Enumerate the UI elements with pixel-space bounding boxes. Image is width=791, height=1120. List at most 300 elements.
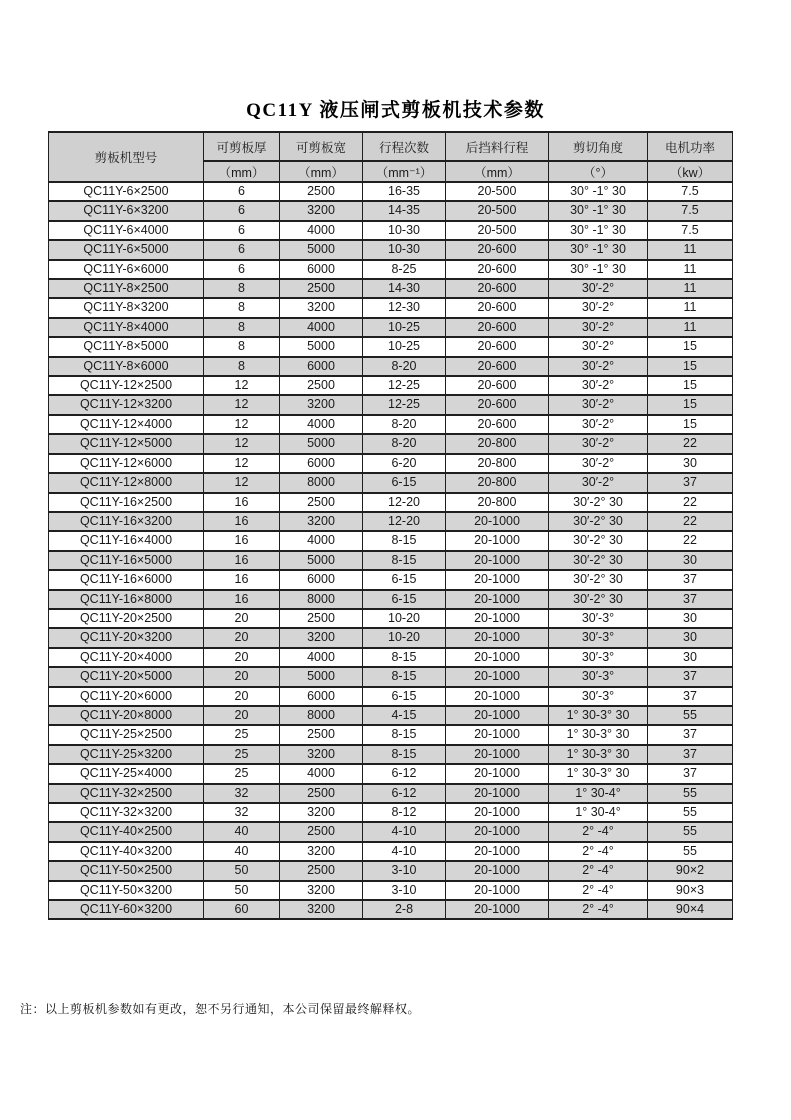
cell-model: QC11Y-16×6000 bbox=[49, 570, 204, 589]
cell-power: 15 bbox=[648, 337, 733, 356]
table-row bbox=[49, 298, 733, 317]
cell-power: 15 bbox=[648, 376, 733, 395]
cell-power: 37 bbox=[648, 725, 733, 744]
cell-backgauge: 20-1000 bbox=[446, 725, 549, 744]
cell-model: QC11Y-20×3200 bbox=[49, 628, 204, 647]
cell-thickness: 60 bbox=[204, 900, 280, 919]
cell-angle: 30′-3° bbox=[549, 648, 648, 667]
cell-model: QC11Y-25×2500 bbox=[49, 725, 204, 744]
table-row bbox=[49, 357, 733, 376]
cell-backgauge: 20-1000 bbox=[446, 900, 549, 919]
cell-power: 55 bbox=[648, 784, 733, 803]
cell-strokes: 4-10 bbox=[363, 842, 446, 861]
cell-thickness: 25 bbox=[204, 764, 280, 783]
cell-strokes: 12-30 bbox=[363, 298, 446, 317]
cell-width: 2500 bbox=[280, 784, 363, 803]
cell-strokes: 3-10 bbox=[363, 881, 446, 900]
cell-angle: 2° -4° bbox=[549, 822, 648, 841]
cell-strokes: 8-15 bbox=[363, 531, 446, 550]
cell-width: 3200 bbox=[280, 900, 363, 919]
cell-power: 55 bbox=[648, 842, 733, 861]
table-row bbox=[49, 376, 733, 395]
cell-model: QC11Y-6×4000 bbox=[49, 221, 204, 240]
cell-model: QC11Y-40×2500 bbox=[49, 822, 204, 841]
header-width-unit: （mm） bbox=[280, 161, 363, 182]
cell-model: QC11Y-8×6000 bbox=[49, 357, 204, 376]
cell-backgauge: 20-600 bbox=[446, 318, 549, 337]
cell-width: 3200 bbox=[280, 512, 363, 531]
table-row bbox=[49, 318, 733, 337]
cell-strokes: 8-12 bbox=[363, 803, 446, 822]
cell-model: QC11Y-25×3200 bbox=[49, 745, 204, 764]
cell-strokes: 10-20 bbox=[363, 609, 446, 628]
cell-width: 5000 bbox=[280, 240, 363, 259]
cell-backgauge: 20-500 bbox=[446, 221, 549, 240]
cell-angle: 30′-2° bbox=[549, 395, 648, 414]
header-power-unit: （kw） bbox=[648, 161, 733, 182]
cell-angle: 30° -1° 30 bbox=[549, 201, 648, 220]
cell-width: 8000 bbox=[280, 590, 363, 609]
table-header bbox=[49, 132, 733, 182]
cell-model: QC11Y-32×2500 bbox=[49, 784, 204, 803]
table-row bbox=[49, 609, 733, 628]
cell-model: QC11Y-16×4000 bbox=[49, 531, 204, 550]
header-angle-label: 剪切角度 bbox=[549, 132, 648, 161]
cell-angle: 30′-2° 30 bbox=[549, 531, 648, 550]
cell-thickness: 32 bbox=[204, 803, 280, 822]
cell-power: 15 bbox=[648, 395, 733, 414]
cell-strokes: 12-25 bbox=[363, 376, 446, 395]
cell-thickness: 20 bbox=[204, 628, 280, 647]
cell-thickness: 16 bbox=[204, 512, 280, 531]
cell-backgauge: 20-800 bbox=[446, 434, 549, 453]
cell-strokes: 8-20 bbox=[363, 434, 446, 453]
cell-strokes: 10-30 bbox=[363, 221, 446, 240]
cell-model: QC11Y-20×5000 bbox=[49, 667, 204, 686]
cell-backgauge: 20-1000 bbox=[446, 706, 549, 725]
cell-backgauge: 20-1000 bbox=[446, 687, 549, 706]
cell-power: 7.5 bbox=[648, 201, 733, 220]
cell-strokes: 4-10 bbox=[363, 822, 446, 841]
cell-model: QC11Y-16×5000 bbox=[49, 551, 204, 570]
cell-thickness: 20 bbox=[204, 706, 280, 725]
cell-thickness: 6 bbox=[204, 182, 280, 201]
cell-width: 2500 bbox=[280, 725, 363, 744]
cell-angle: 30′-2° 30 bbox=[549, 512, 648, 531]
cell-power: 30 bbox=[648, 609, 733, 628]
table-row bbox=[49, 434, 733, 453]
cell-width: 2500 bbox=[280, 279, 363, 298]
cell-backgauge: 20-1000 bbox=[446, 512, 549, 531]
table-row bbox=[49, 861, 733, 880]
cell-strokes: 8-15 bbox=[363, 648, 446, 667]
cell-backgauge: 20-1000 bbox=[446, 861, 549, 880]
cell-power: 90×3 bbox=[648, 881, 733, 900]
cell-strokes: 12-20 bbox=[363, 512, 446, 531]
cell-thickness: 8 bbox=[204, 279, 280, 298]
table-row bbox=[49, 667, 733, 686]
cell-thickness: 16 bbox=[204, 570, 280, 589]
cell-model: QC11Y-50×2500 bbox=[49, 861, 204, 880]
cell-width: 5000 bbox=[280, 434, 363, 453]
cell-model: QC11Y-16×8000 bbox=[49, 590, 204, 609]
cell-model: QC11Y-12×4000 bbox=[49, 415, 204, 434]
cell-power: 11 bbox=[648, 318, 733, 337]
cell-width: 5000 bbox=[280, 551, 363, 570]
table-row bbox=[49, 473, 733, 492]
cell-model: QC11Y-8×4000 bbox=[49, 318, 204, 337]
cell-angle: 2° -4° bbox=[549, 861, 648, 880]
cell-width: 6000 bbox=[280, 260, 363, 279]
cell-width: 6000 bbox=[280, 570, 363, 589]
table-row bbox=[49, 706, 733, 725]
header-width-label: 可剪板宽 bbox=[280, 132, 363, 161]
cell-width: 4000 bbox=[280, 221, 363, 240]
cell-angle: 30° -1° 30 bbox=[549, 240, 648, 259]
table-row bbox=[49, 531, 733, 550]
header-angle-unit: （°） bbox=[549, 161, 648, 182]
table-row bbox=[49, 842, 733, 861]
cell-backgauge: 20-600 bbox=[446, 415, 549, 434]
cell-width: 2500 bbox=[280, 493, 363, 512]
cell-angle: 30′-2° 30 bbox=[549, 551, 648, 570]
table-body bbox=[49, 182, 733, 919]
cell-thickness: 12 bbox=[204, 434, 280, 453]
header-thickness-label: 可剪板厚 bbox=[204, 132, 280, 161]
cell-backgauge: 20-1000 bbox=[446, 842, 549, 861]
cell-power: 37 bbox=[648, 570, 733, 589]
cell-strokes: 16-35 bbox=[363, 182, 446, 201]
cell-thickness: 25 bbox=[204, 725, 280, 744]
cell-backgauge: 20-600 bbox=[446, 240, 549, 259]
cell-model: QC11Y-20×2500 bbox=[49, 609, 204, 628]
cell-strokes: 14-30 bbox=[363, 279, 446, 298]
cell-backgauge: 20-1000 bbox=[446, 590, 549, 609]
header-strokes-unit: （mm⁻¹） bbox=[363, 161, 446, 182]
cell-width: 6000 bbox=[280, 454, 363, 473]
table-row bbox=[49, 395, 733, 414]
header-power-label: 电机功率 bbox=[648, 132, 733, 161]
cell-thickness: 8 bbox=[204, 318, 280, 337]
cell-power: 37 bbox=[648, 745, 733, 764]
cell-width: 4000 bbox=[280, 648, 363, 667]
cell-thickness: 25 bbox=[204, 745, 280, 764]
cell-width: 4000 bbox=[280, 318, 363, 337]
cell-strokes: 8-15 bbox=[363, 745, 446, 764]
cell-thickness: 12 bbox=[204, 454, 280, 473]
cell-thickness: 12 bbox=[204, 376, 280, 395]
cell-power: 7.5 bbox=[648, 221, 733, 240]
cell-model: QC11Y-16×2500 bbox=[49, 493, 204, 512]
cell-width: 4000 bbox=[280, 531, 363, 550]
cell-power: 15 bbox=[648, 415, 733, 434]
table-row bbox=[49, 337, 733, 356]
cell-power: 11 bbox=[648, 298, 733, 317]
cell-width: 2500 bbox=[280, 376, 363, 395]
cell-model: QC11Y-60×3200 bbox=[49, 900, 204, 919]
cell-model: QC11Y-8×3200 bbox=[49, 298, 204, 317]
cell-angle: 30′-2° bbox=[549, 415, 648, 434]
cell-width: 3200 bbox=[280, 842, 363, 861]
cell-model: QC11Y-12×2500 bbox=[49, 376, 204, 395]
cell-model: QC11Y-12×6000 bbox=[49, 454, 204, 473]
cell-power: 22 bbox=[648, 531, 733, 550]
cell-backgauge: 20-1000 bbox=[446, 667, 549, 686]
cell-thickness: 20 bbox=[204, 687, 280, 706]
cell-thickness: 20 bbox=[204, 609, 280, 628]
table-row bbox=[49, 687, 733, 706]
table-row bbox=[49, 240, 733, 259]
cell-power: 30 bbox=[648, 454, 733, 473]
cell-power: 37 bbox=[648, 687, 733, 706]
cell-width: 6000 bbox=[280, 357, 363, 376]
cell-angle: 30′-2° bbox=[549, 318, 648, 337]
cell-strokes: 6-15 bbox=[363, 570, 446, 589]
cell-power: 22 bbox=[648, 434, 733, 453]
table-row bbox=[49, 512, 733, 531]
table-row bbox=[49, 279, 733, 298]
cell-backgauge: 20-800 bbox=[446, 454, 549, 473]
table-row bbox=[49, 900, 733, 919]
cell-thickness: 20 bbox=[204, 667, 280, 686]
table-row bbox=[49, 764, 733, 783]
cell-backgauge: 20-500 bbox=[446, 182, 549, 201]
cell-strokes: 6-15 bbox=[363, 590, 446, 609]
cell-strokes: 12-25 bbox=[363, 395, 446, 414]
cell-strokes: 8-25 bbox=[363, 260, 446, 279]
cell-thickness: 6 bbox=[204, 201, 280, 220]
cell-angle: 2° -4° bbox=[549, 881, 648, 900]
cell-angle: 30′-2° bbox=[549, 454, 648, 473]
cell-model: QC11Y-8×5000 bbox=[49, 337, 204, 356]
cell-width: 5000 bbox=[280, 337, 363, 356]
cell-thickness: 16 bbox=[204, 531, 280, 550]
cell-strokes: 8-15 bbox=[363, 667, 446, 686]
cell-thickness: 12 bbox=[204, 395, 280, 414]
cell-width: 2500 bbox=[280, 822, 363, 841]
cell-model: QC11Y-6×3200 bbox=[49, 201, 204, 220]
cell-angle: 1° 30-3° 30 bbox=[549, 706, 648, 725]
cell-model: QC11Y-16×3200 bbox=[49, 512, 204, 531]
cell-model: QC11Y-6×6000 bbox=[49, 260, 204, 279]
cell-angle: 30′-2° bbox=[549, 337, 648, 356]
cell-backgauge: 20-1000 bbox=[446, 609, 549, 628]
table-row bbox=[49, 822, 733, 841]
table-row bbox=[49, 454, 733, 473]
cell-model: QC11Y-20×4000 bbox=[49, 648, 204, 667]
cell-model: QC11Y-6×2500 bbox=[49, 182, 204, 201]
cell-strokes: 10-30 bbox=[363, 240, 446, 259]
cell-backgauge: 20-1000 bbox=[446, 881, 549, 900]
cell-angle: 30′-2° bbox=[549, 376, 648, 395]
cell-backgauge: 20-600 bbox=[446, 260, 549, 279]
cell-backgauge: 20-600 bbox=[446, 337, 549, 356]
cell-power: 37 bbox=[648, 590, 733, 609]
header-thickness-unit: （mm） bbox=[204, 161, 280, 182]
cell-width: 2500 bbox=[280, 861, 363, 880]
table-row bbox=[49, 725, 733, 744]
cell-backgauge: 20-1000 bbox=[446, 745, 549, 764]
cell-strokes: 12-20 bbox=[363, 493, 446, 512]
table-row bbox=[49, 628, 733, 647]
cell-thickness: 8 bbox=[204, 357, 280, 376]
cell-angle: 1° 30-3° 30 bbox=[549, 764, 648, 783]
cell-thickness: 16 bbox=[204, 551, 280, 570]
cell-power: 37 bbox=[648, 764, 733, 783]
cell-power: 55 bbox=[648, 822, 733, 841]
cell-thickness: 6 bbox=[204, 260, 280, 279]
cell-width: 5000 bbox=[280, 667, 363, 686]
cell-angle: 1° 30-3° 30 bbox=[549, 725, 648, 744]
cell-thickness: 12 bbox=[204, 415, 280, 434]
table-row bbox=[49, 551, 733, 570]
cell-strokes: 8-20 bbox=[363, 415, 446, 434]
cell-model: QC11Y-25×4000 bbox=[49, 764, 204, 783]
cell-backgauge: 20-500 bbox=[446, 201, 549, 220]
cell-width: 3200 bbox=[280, 201, 363, 220]
cell-strokes: 10-20 bbox=[363, 628, 446, 647]
cell-thickness: 8 bbox=[204, 337, 280, 356]
table-row bbox=[49, 415, 733, 434]
table-row bbox=[49, 221, 733, 240]
cell-thickness: 12 bbox=[204, 473, 280, 492]
cell-thickness: 20 bbox=[204, 648, 280, 667]
cell-power: 55 bbox=[648, 803, 733, 822]
cell-width: 2500 bbox=[280, 609, 363, 628]
cell-power: 11 bbox=[648, 260, 733, 279]
cell-power: 30 bbox=[648, 628, 733, 647]
cell-angle: 30° -1° 30 bbox=[549, 260, 648, 279]
cell-model: QC11Y-12×3200 bbox=[49, 395, 204, 414]
footnote: 注：以上剪板机参数如有更改，恕不另行通知，本公司保留最终解释权。 bbox=[20, 1002, 421, 1016]
header-backgauge-unit: （mm） bbox=[446, 161, 549, 182]
cell-strokes: 4-15 bbox=[363, 706, 446, 725]
table-row bbox=[49, 182, 733, 201]
header-model: 剪板机型号 bbox=[49, 132, 204, 182]
cell-strokes: 3-10 bbox=[363, 861, 446, 880]
cell-width: 3200 bbox=[280, 628, 363, 647]
cell-power: 90×2 bbox=[648, 861, 733, 880]
cell-width: 3200 bbox=[280, 395, 363, 414]
cell-angle: 30′-2° bbox=[549, 357, 648, 376]
cell-model: QC11Y-12×8000 bbox=[49, 473, 204, 492]
table-row bbox=[49, 881, 733, 900]
cell-backgauge: 20-1000 bbox=[446, 551, 549, 570]
cell-power: 37 bbox=[648, 667, 733, 686]
table-row bbox=[49, 784, 733, 803]
cell-backgauge: 20-600 bbox=[446, 279, 549, 298]
cell-strokes: 8-15 bbox=[363, 725, 446, 744]
cell-backgauge: 20-800 bbox=[446, 493, 549, 512]
cell-power: 30 bbox=[648, 551, 733, 570]
cell-angle: 30′-3° bbox=[549, 667, 648, 686]
cell-power: 30 bbox=[648, 648, 733, 667]
cell-power: 22 bbox=[648, 493, 733, 512]
cell-angle: 30′-3° bbox=[549, 609, 648, 628]
cell-thickness: 50 bbox=[204, 861, 280, 880]
table-row bbox=[49, 590, 733, 609]
cell-backgauge: 20-600 bbox=[446, 357, 549, 376]
header-label-row bbox=[49, 132, 733, 161]
cell-strokes: 8-15 bbox=[363, 551, 446, 570]
cell-thickness: 6 bbox=[204, 221, 280, 240]
cell-angle: 30′-2° bbox=[549, 434, 648, 453]
cell-model: QC11Y-12×5000 bbox=[49, 434, 204, 453]
page-title: QC11Y 液压闸式剪板机技术参数 bbox=[246, 100, 545, 121]
cell-backgauge: 20-1000 bbox=[446, 784, 549, 803]
cell-angle: 30′-2° bbox=[549, 279, 648, 298]
cell-width: 6000 bbox=[280, 687, 363, 706]
cell-power: 7.5 bbox=[648, 182, 733, 201]
cell-backgauge: 20-600 bbox=[446, 298, 549, 317]
cell-model: QC11Y-40×3200 bbox=[49, 842, 204, 861]
cell-power: 90×4 bbox=[648, 900, 733, 919]
cell-angle: 30′-3° bbox=[549, 687, 648, 706]
cell-backgauge: 20-1000 bbox=[446, 570, 549, 589]
cell-model: QC11Y-32×3200 bbox=[49, 803, 204, 822]
cell-power: 37 bbox=[648, 473, 733, 492]
cell-thickness: 40 bbox=[204, 842, 280, 861]
cell-strokes: 6-15 bbox=[363, 473, 446, 492]
cell-power: 15 bbox=[648, 357, 733, 376]
cell-angle: 30′-2° 30 bbox=[549, 590, 648, 609]
table-row bbox=[49, 493, 733, 512]
table-row bbox=[49, 201, 733, 220]
table-row bbox=[49, 260, 733, 279]
cell-angle: 1° 30-4° bbox=[549, 803, 648, 822]
cell-thickness: 50 bbox=[204, 881, 280, 900]
cell-power: 55 bbox=[648, 706, 733, 725]
cell-backgauge: 20-600 bbox=[446, 395, 549, 414]
cell-angle: 30′-3° bbox=[549, 628, 648, 647]
cell-strokes: 6-12 bbox=[363, 784, 446, 803]
header-strokes-label: 行程次数 bbox=[363, 132, 446, 161]
cell-angle: 30° -1° 30 bbox=[549, 182, 648, 201]
cell-angle: 2° -4° bbox=[549, 842, 648, 861]
table-row bbox=[49, 570, 733, 589]
cell-width: 2500 bbox=[280, 182, 363, 201]
cell-strokes: 14-35 bbox=[363, 201, 446, 220]
cell-angle: 30° -1° 30 bbox=[549, 221, 648, 240]
cell-thickness: 40 bbox=[204, 822, 280, 841]
cell-width: 4000 bbox=[280, 415, 363, 434]
cell-model: QC11Y-50×3200 bbox=[49, 881, 204, 900]
cell-strokes: 6-15 bbox=[363, 687, 446, 706]
cell-thickness: 6 bbox=[204, 240, 280, 259]
cell-width: 4000 bbox=[280, 764, 363, 783]
cell-angle: 30′-2° bbox=[549, 298, 648, 317]
header-backgauge-label: 后挡料行程 bbox=[446, 132, 549, 161]
cell-angle: 1° 30-3° 30 bbox=[549, 745, 648, 764]
cell-backgauge: 20-1000 bbox=[446, 803, 549, 822]
cell-backgauge: 20-1000 bbox=[446, 764, 549, 783]
cell-width: 8000 bbox=[280, 473, 363, 492]
cell-power: 11 bbox=[648, 240, 733, 259]
cell-width: 3200 bbox=[280, 881, 363, 900]
table-row bbox=[49, 745, 733, 764]
cell-thickness: 32 bbox=[204, 784, 280, 803]
table-row bbox=[49, 648, 733, 667]
spec-table bbox=[48, 131, 733, 920]
cell-model: QC11Y-20×8000 bbox=[49, 706, 204, 725]
cell-power: 22 bbox=[648, 512, 733, 531]
cell-strokes: 8-20 bbox=[363, 357, 446, 376]
cell-angle: 30′-2° 30 bbox=[549, 493, 648, 512]
cell-backgauge: 20-1000 bbox=[446, 628, 549, 647]
cell-strokes: 6-12 bbox=[363, 764, 446, 783]
cell-backgauge: 20-1000 bbox=[446, 648, 549, 667]
cell-backgauge: 20-800 bbox=[446, 473, 549, 492]
